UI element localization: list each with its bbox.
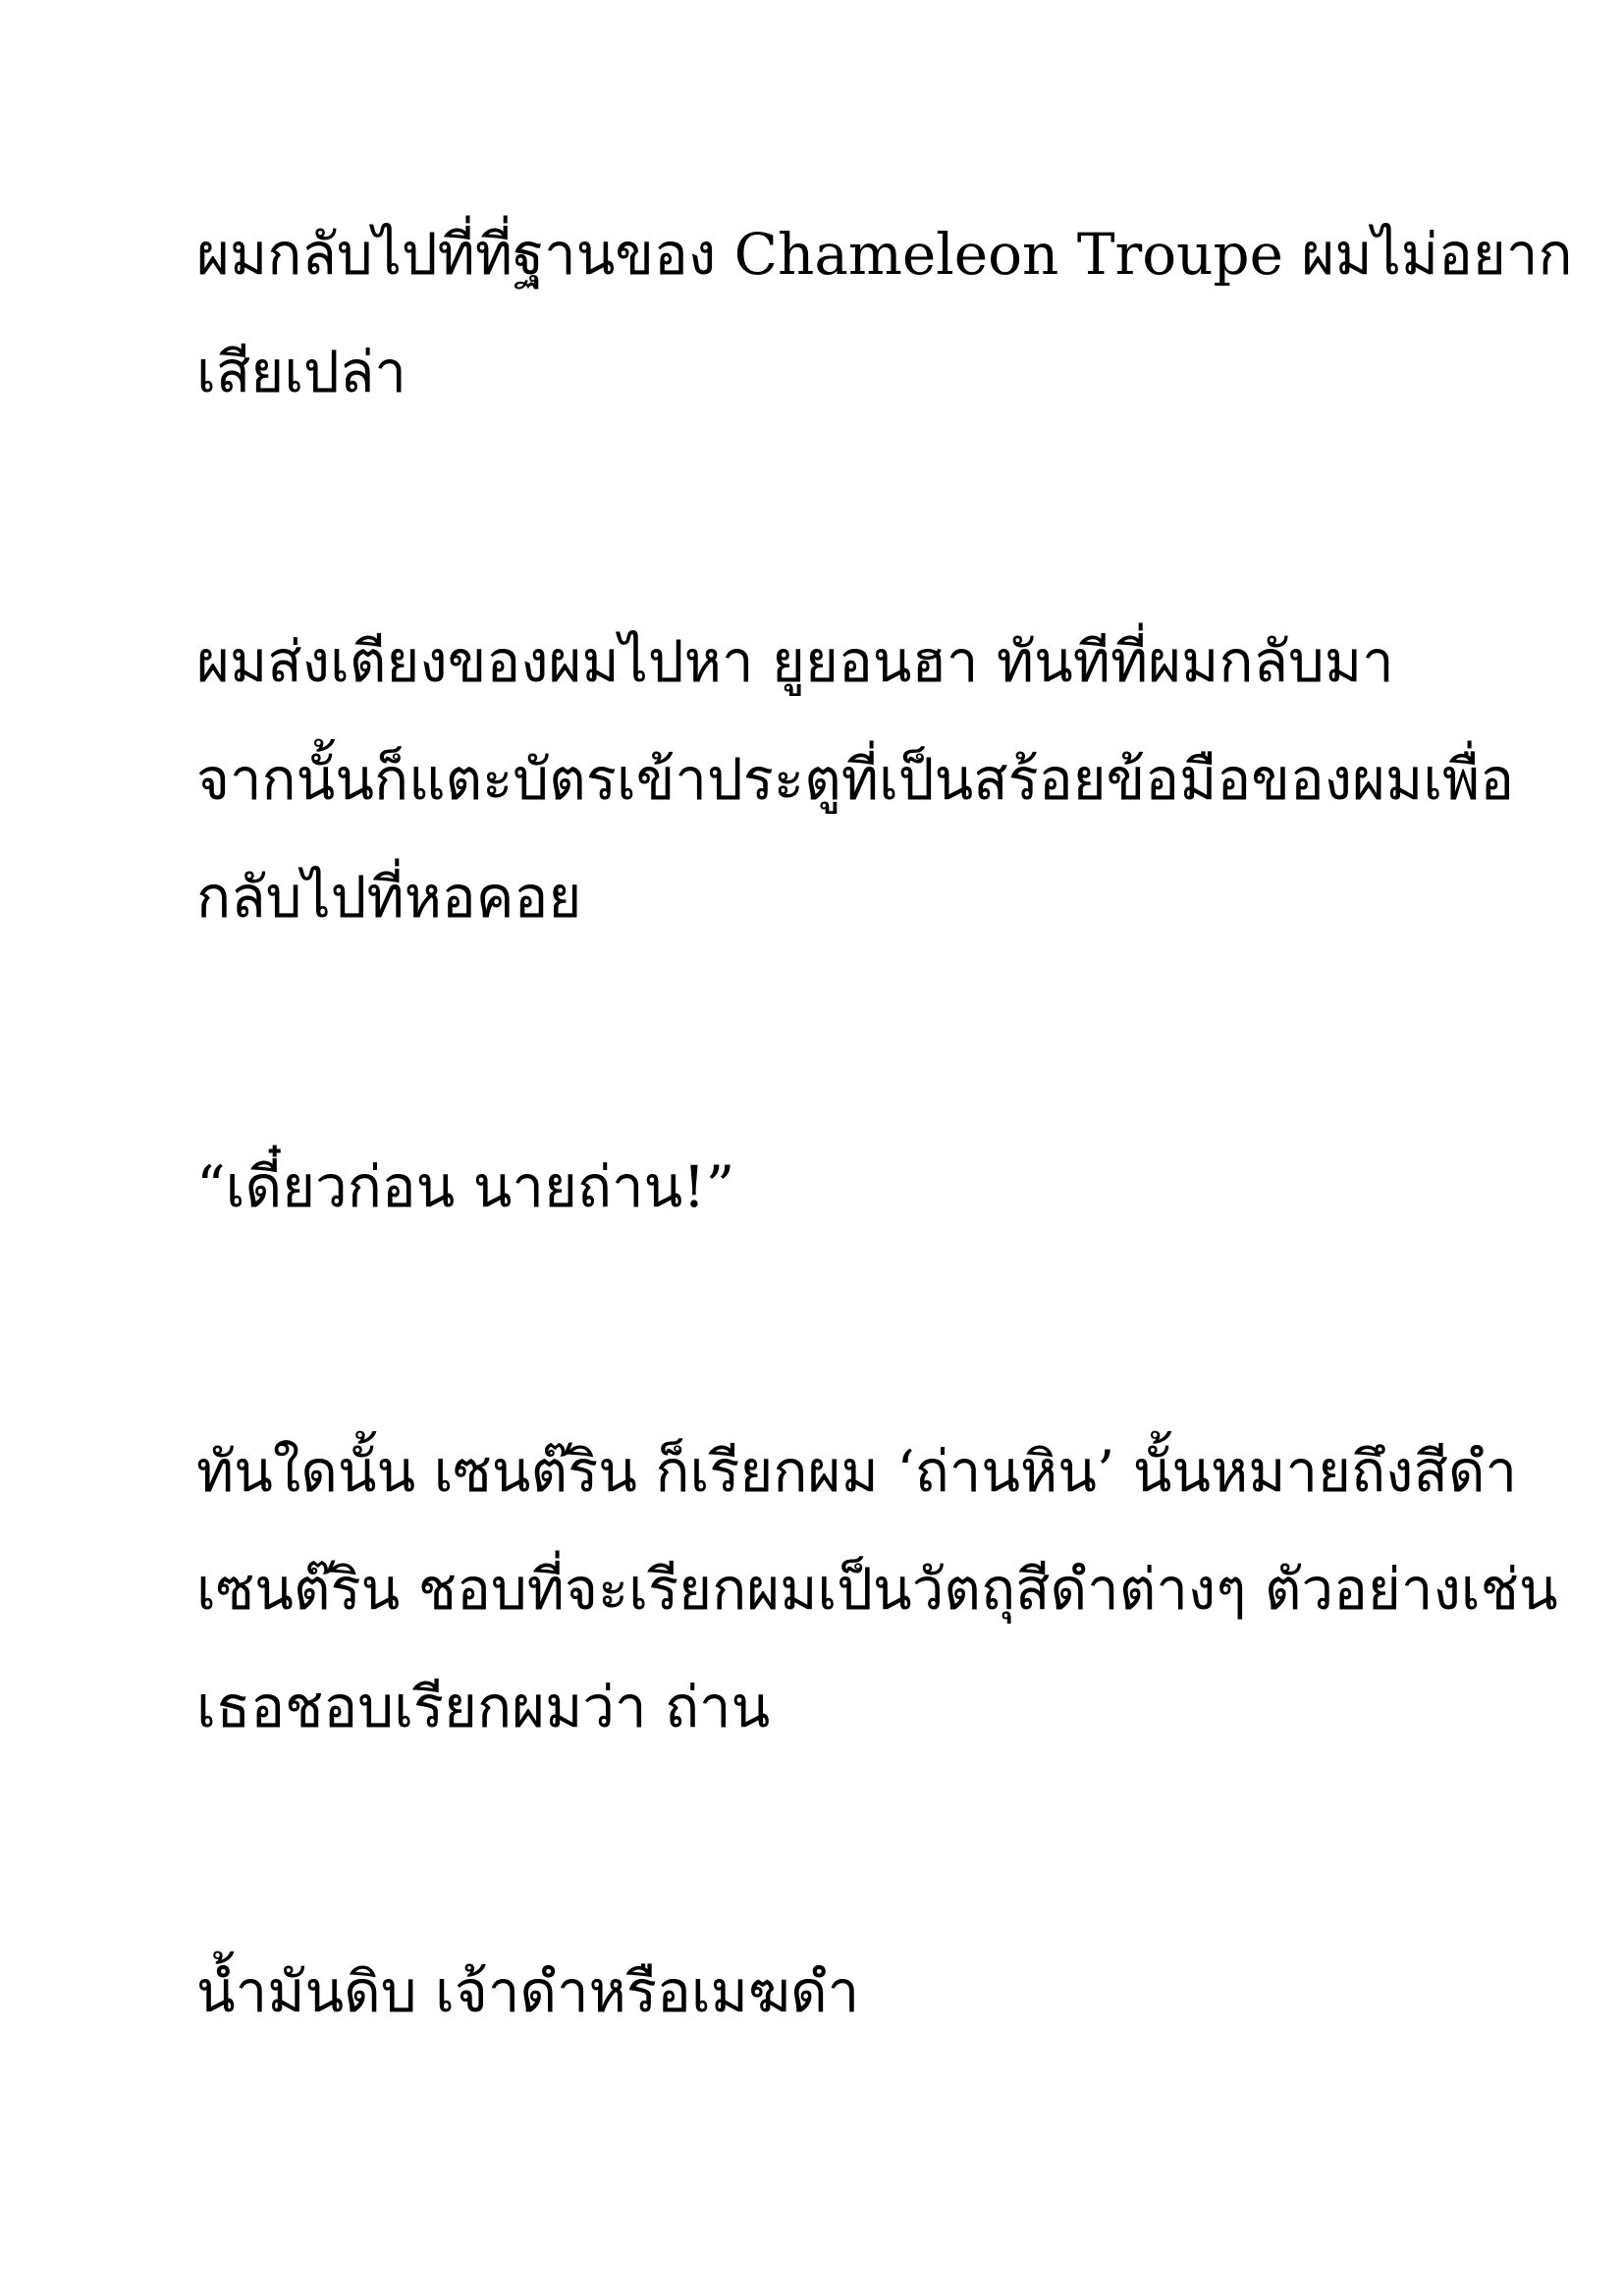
paragraph-2-line-2: จากนั้นก็แตะบัตรเข้าประตูที่เป็นสร้อยข้อมือของผมเพื่อ [196,746,1515,813]
paragraph-1-line-2: เสียเปล่า [196,339,406,405]
paragraph-2-line-1: ผมส่งเตียงของผมไปหา ยูยอนฮา ทันทีที่ผมกลับมา [196,628,1394,695]
paragraph-1-line-1: ผมกลับไปที่ที่ฐานของ Chameleon Troupe ผมไม่อยาก [196,221,1573,288]
paragraph-4-line-2: เซนต๊ริน ชอบที่จะเรียกผมเป็นวัตถุสีดำต่างๆ ตัวอย่างเช่น [196,1556,1558,1623]
paragraph-5-line-1: น้ำมันดิบ เจ้าดำหรือเมฆดำ [196,1958,860,2025]
paragraph-2-line-3: กลับไปที่หอคอย [196,864,582,931]
paragraph-4-line-1: ทันใดนั้น เซนต๊ริน ก็เรียกผม ‘ถ่านหิน’ นั้นหมายถึงสีดำ [196,1438,1518,1505]
paragraph-3-line-1: “เดี๋ยวก่อน นายถ่าน!” [196,1153,735,1220]
paragraph-4-line-3: เธอชอบเรียกผมว่า ถ่าน [196,1674,771,1740]
